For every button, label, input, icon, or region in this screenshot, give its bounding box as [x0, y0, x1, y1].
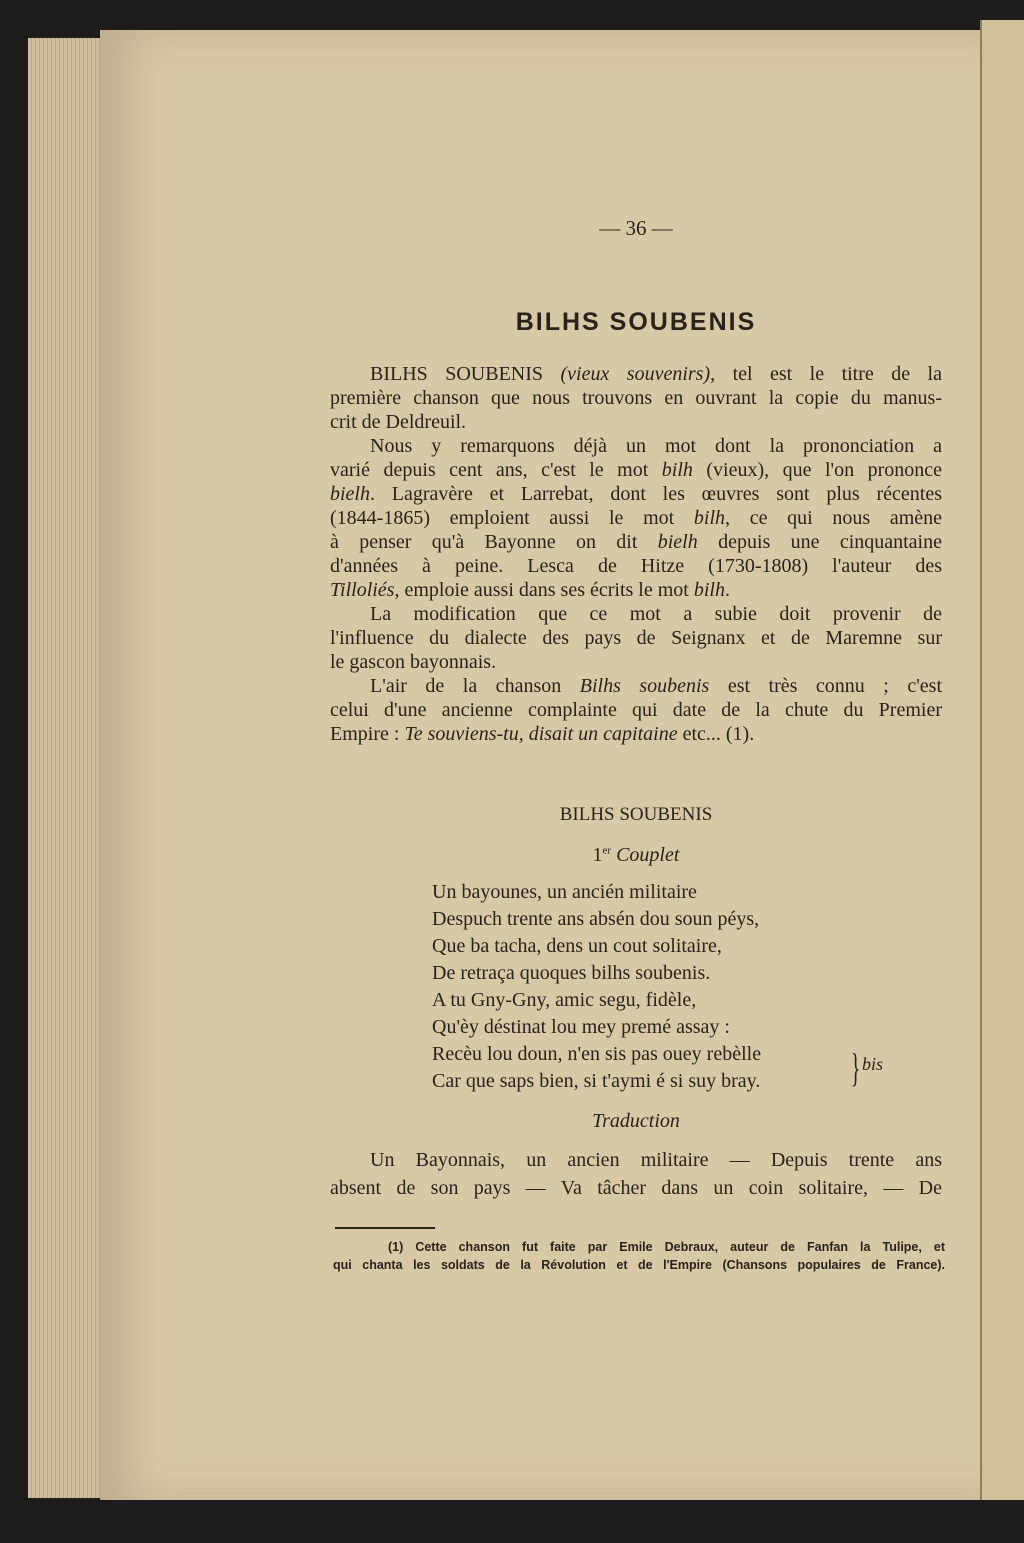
paragraph-line: crit de Deldreuil.: [330, 411, 467, 433]
paragraph-line: le gascon bayonnais.: [330, 651, 497, 673]
paragraph-line: L'air de la chanson Bilhs soubenis est très connu ; c'est: [370, 675, 943, 697]
paragraph-line: d'années à peine. Lesca de Hitze (1730-1808) l'auteur des: [330, 555, 942, 577]
verse-line: Car que saps bien, si t'aymi é si suy bray.: [432, 1070, 761, 1092]
page-title: BILHS SOUBENIS: [515, 308, 757, 336]
repeat-mark: bis: [862, 1054, 884, 1074]
footnote-rule: [335, 1227, 435, 1229]
couplet-heading: 1er Couplet: [592, 844, 680, 866]
paragraph-line: celui d'une ancienne complainte qui date de la chute du Premier: [330, 699, 942, 721]
paragraph-line: l'influence du dialecte des pays de Seignanx et de Maremne sur: [330, 627, 942, 649]
paragraph-line: La modification que ce mot a subie doit provenir de: [370, 603, 942, 625]
paragraph-line: varié depuis cent ans, c'est le mot bilh (vieux), que l'on prononce: [330, 459, 943, 481]
verse-line: A tu Gny-Gny, amic segu, fidèle,: [432, 989, 697, 1011]
footnote-line: (1) Cette chanson fut faite par Emile Debraux, auteur de Fanfan la Tulipe, et: [388, 1240, 945, 1254]
translation-line: absent de son pays — Va tâcher dans un coin solitaire, — De: [330, 1177, 942, 1199]
page-number: — 36 —: [599, 216, 673, 240]
paragraph-line: à penser qu'à Bayonne on dit bielh depuis une cinquantaine: [330, 531, 942, 553]
translation-line: Un Bayonnais, un ancien militaire — Depuis trente ans: [370, 1149, 942, 1171]
verse-line: Recèu lou doun, n'en sis pas ouey rebèlle: [432, 1043, 762, 1065]
verse-line: Que ba tacha, dens un cout solitaire,: [432, 935, 722, 957]
verse-line: De retraça quoques bilhs soubenis.: [432, 962, 711, 984]
paragraph-line: bielh. Lagravère et Larrebat, dont les œuvres sont plus récentes: [330, 483, 942, 505]
paragraph-line: Empire : Te souviens-tu, disait un capitaine etc... (1).: [330, 723, 755, 745]
verse-line: Despuch trente ans absén dou soun péys,: [432, 908, 760, 930]
paragraph-line: première chanson que nous trouvons en ouvrant la copie du manus-: [330, 387, 942, 409]
paragraph-line: BILHS SOUBENIS (vieux souvenirs), tel est le titre de la: [370, 363, 942, 385]
footnote-line: qui chanta les soldats de la Révolution et de l'Empire (Chansons populaires de France).: [333, 1258, 945, 1272]
paragraph-line: Nous y remarquons déjà un mot dont la prononciation a: [370, 435, 942, 457]
translation-heading: Traduction: [592, 1110, 680, 1132]
paragraph-line: (1844-1865) emploient aussi le mot bilh, ce qui nous amène: [330, 507, 943, 529]
facing-page-edge: [980, 20, 1024, 1500]
book-page: [100, 30, 985, 1500]
paragraph-line: Tilloliés, emploie aussi dans ses écrits le mot bilh.: [330, 579, 730, 601]
verse-line: Qu'èy déstinat lou mey premé assay :: [432, 1016, 730, 1038]
song-heading: BILHS SOUBENIS: [559, 804, 713, 825]
verse-line: Un bayounes, un ancién militaire: [432, 881, 697, 903]
repeat-brace: }: [850, 1045, 861, 1090]
